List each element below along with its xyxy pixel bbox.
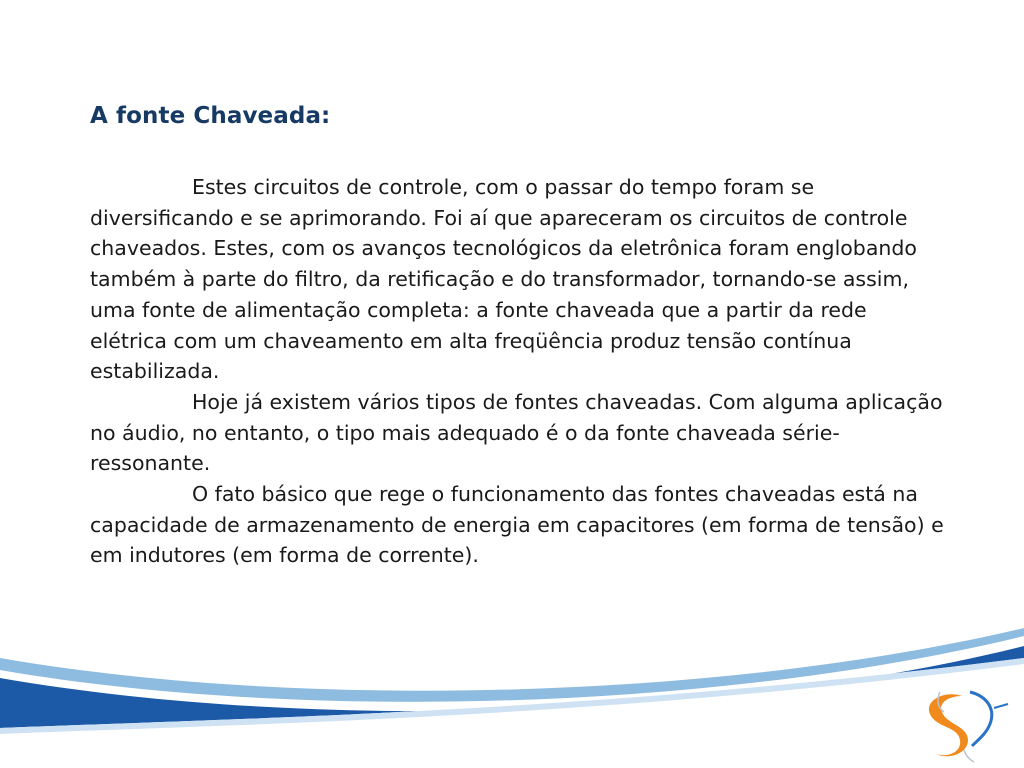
slide-body xyxy=(90,172,950,571)
paragraph-2: Hoje já existem vários tipos de fontes chaveadas. Com alguma aplicação no áudio, no entanto, o tipo mais adequado é o da fonte chaveada série-ressonante. xyxy=(90,389,943,476)
footer-wave-decoration xyxy=(0,600,1024,768)
slide-title: A fonte Chaveada: xyxy=(90,103,331,129)
paragraph-3: O fato básico que rege o funcionamento das fontes chaveadas está na capacidade de armazenamento de energia em capacitores (em forma de tensão) e em indutores (em forma de corrente). xyxy=(90,482,944,568)
paragraph-1: Estes circuitos de controle, com o passar do tempo foram se diversificando e se aprimorando. Foi aí que apareceram os circuitos de controle chaveados. Estes, com os avanços tecnológicos da eletrônica foram englobando também à parte do filtro, da retificação e do transformador, tornando-se assim, uma fonte de alimentação completa: a fonte chaveada que a partir da rede elétrica com um chaveamento em alta freqüência produz tensão contínua estabilizada. xyxy=(90,175,917,384)
